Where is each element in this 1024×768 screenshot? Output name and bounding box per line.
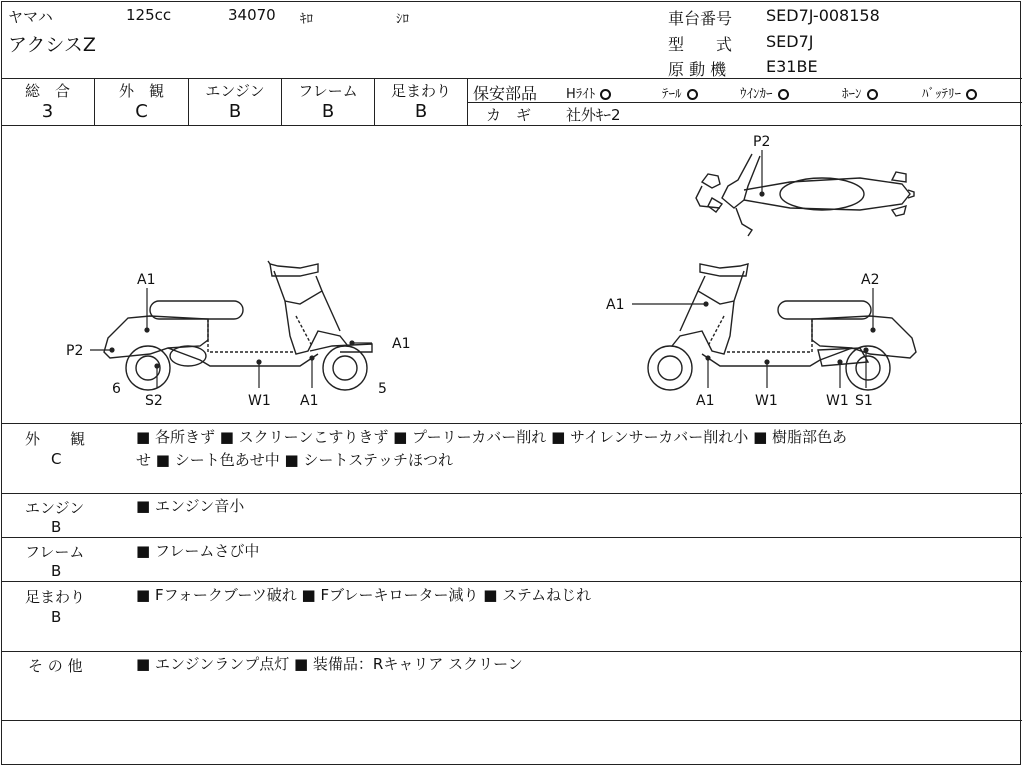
maker: ヤマハ <box>8 8 53 26</box>
note-text: ■ エンジン音小 <box>136 497 245 515</box>
divider <box>468 102 1022 103</box>
safety-item-taillight: ﾃｰﾙ <box>662 83 698 102</box>
diagram-label: P2 <box>753 134 771 150</box>
note-text: ■ エンジンランプ点灯 ■ 装備品：Rキャリア スクリーン <box>136 655 523 673</box>
divider <box>1 78 1022 79</box>
scooter-top-view <box>696 154 914 236</box>
overall-grade: 3 <box>41 101 54 122</box>
note-text: ■ フレームさび中 <box>136 542 260 560</box>
suspension-grade: B <box>414 101 428 122</box>
diagram-label: A1 <box>606 297 625 313</box>
diagram-label: A1 <box>300 393 319 409</box>
model-name: アクシスZ <box>8 34 96 56</box>
note-category: そ の 他 <box>28 657 83 675</box>
note-category: 外 観 <box>25 430 86 448</box>
diagram-label: A2 <box>861 272 880 288</box>
engine-grade: B <box>228 101 242 122</box>
note-grade: C <box>51 450 62 468</box>
note-text: せ ■ シート色あせ中 ■ シートステッチほつれ <box>136 451 453 469</box>
key-value: 社外ｷｰ2 <box>566 106 621 124</box>
diagram-label: W1 <box>755 393 778 409</box>
suspension-label: 足まわり <box>390 82 451 100</box>
frame-grade: B <box>321 101 335 122</box>
frame-label: フレーム <box>298 82 358 100</box>
damage-diagram <box>0 126 1024 422</box>
exterior-grade: C <box>135 101 148 122</box>
mileage: 34070 <box>228 6 276 24</box>
note-grade: B <box>51 562 62 580</box>
diagram-label: 6 <box>112 381 121 397</box>
engine-model: E31BE <box>766 57 818 76</box>
diagram-label: S2 <box>145 393 163 409</box>
safety-parts-label: 保安部品 <box>473 84 538 103</box>
diagram-label: A1 <box>696 393 715 409</box>
note-category: エンジン <box>25 499 85 517</box>
diagram-label: S1 <box>855 393 873 409</box>
note-grade: B <box>51 608 62 626</box>
diagram-label: A1 <box>137 272 156 288</box>
ok-circle-icon <box>778 89 789 100</box>
note-text: ■ Fフォークブーツ破れ ■ Fブレーキローター減り ■ ステムねじれ <box>136 586 592 604</box>
key-label: カ ギ <box>486 106 532 124</box>
frame-number-label: 車台番号 <box>668 9 733 28</box>
diagram-label: A1 <box>392 336 411 352</box>
engine-label: エンジン <box>205 82 265 100</box>
overall-label: 総 合 <box>24 82 70 100</box>
note-category: フレーム <box>25 543 85 561</box>
safety-item-headlight: Hﾗｲﾄ <box>566 83 611 102</box>
note-grade: B <box>51 518 62 536</box>
exterior-label: 外 観 <box>118 82 164 100</box>
safety-item-winker: ｳｲﾝｶｰ <box>740 83 789 102</box>
diagram-label: W1 <box>248 393 271 409</box>
ok-circle-icon <box>687 89 698 100</box>
ok-circle-icon <box>966 89 977 100</box>
type-label: 型 式 <box>668 35 733 54</box>
diagram-label: 5 <box>378 381 387 397</box>
ok-circle-icon <box>867 89 878 100</box>
note-category: 足まわり <box>25 588 86 606</box>
frame-number: SED7J-008158 <box>766 6 880 25</box>
ok-circle-icon <box>600 89 611 100</box>
diagram-label: P2 <box>66 343 84 359</box>
safety-item-horn: ﾎｰﾝ <box>842 83 878 102</box>
safety-item-battery: ﾊﾞｯﾃﾘｰ <box>922 83 977 102</box>
engine-model-label: 原 動 機 <box>668 60 727 79</box>
note-text: ■ 各所きず ■ スクリーンこすりきず ■ プーリーカバー削れ ■ サイレンサーカバー削れ小 ■ 樹脂部色あ <box>136 428 848 446</box>
body-color: ｼﾛ <box>396 12 409 27</box>
displacement: 125cc <box>126 6 172 24</box>
diagram-label: W1 <box>826 393 849 409</box>
mileage-unit: ｷﾛ <box>300 12 313 27</box>
type-value: SED7J <box>766 32 814 51</box>
